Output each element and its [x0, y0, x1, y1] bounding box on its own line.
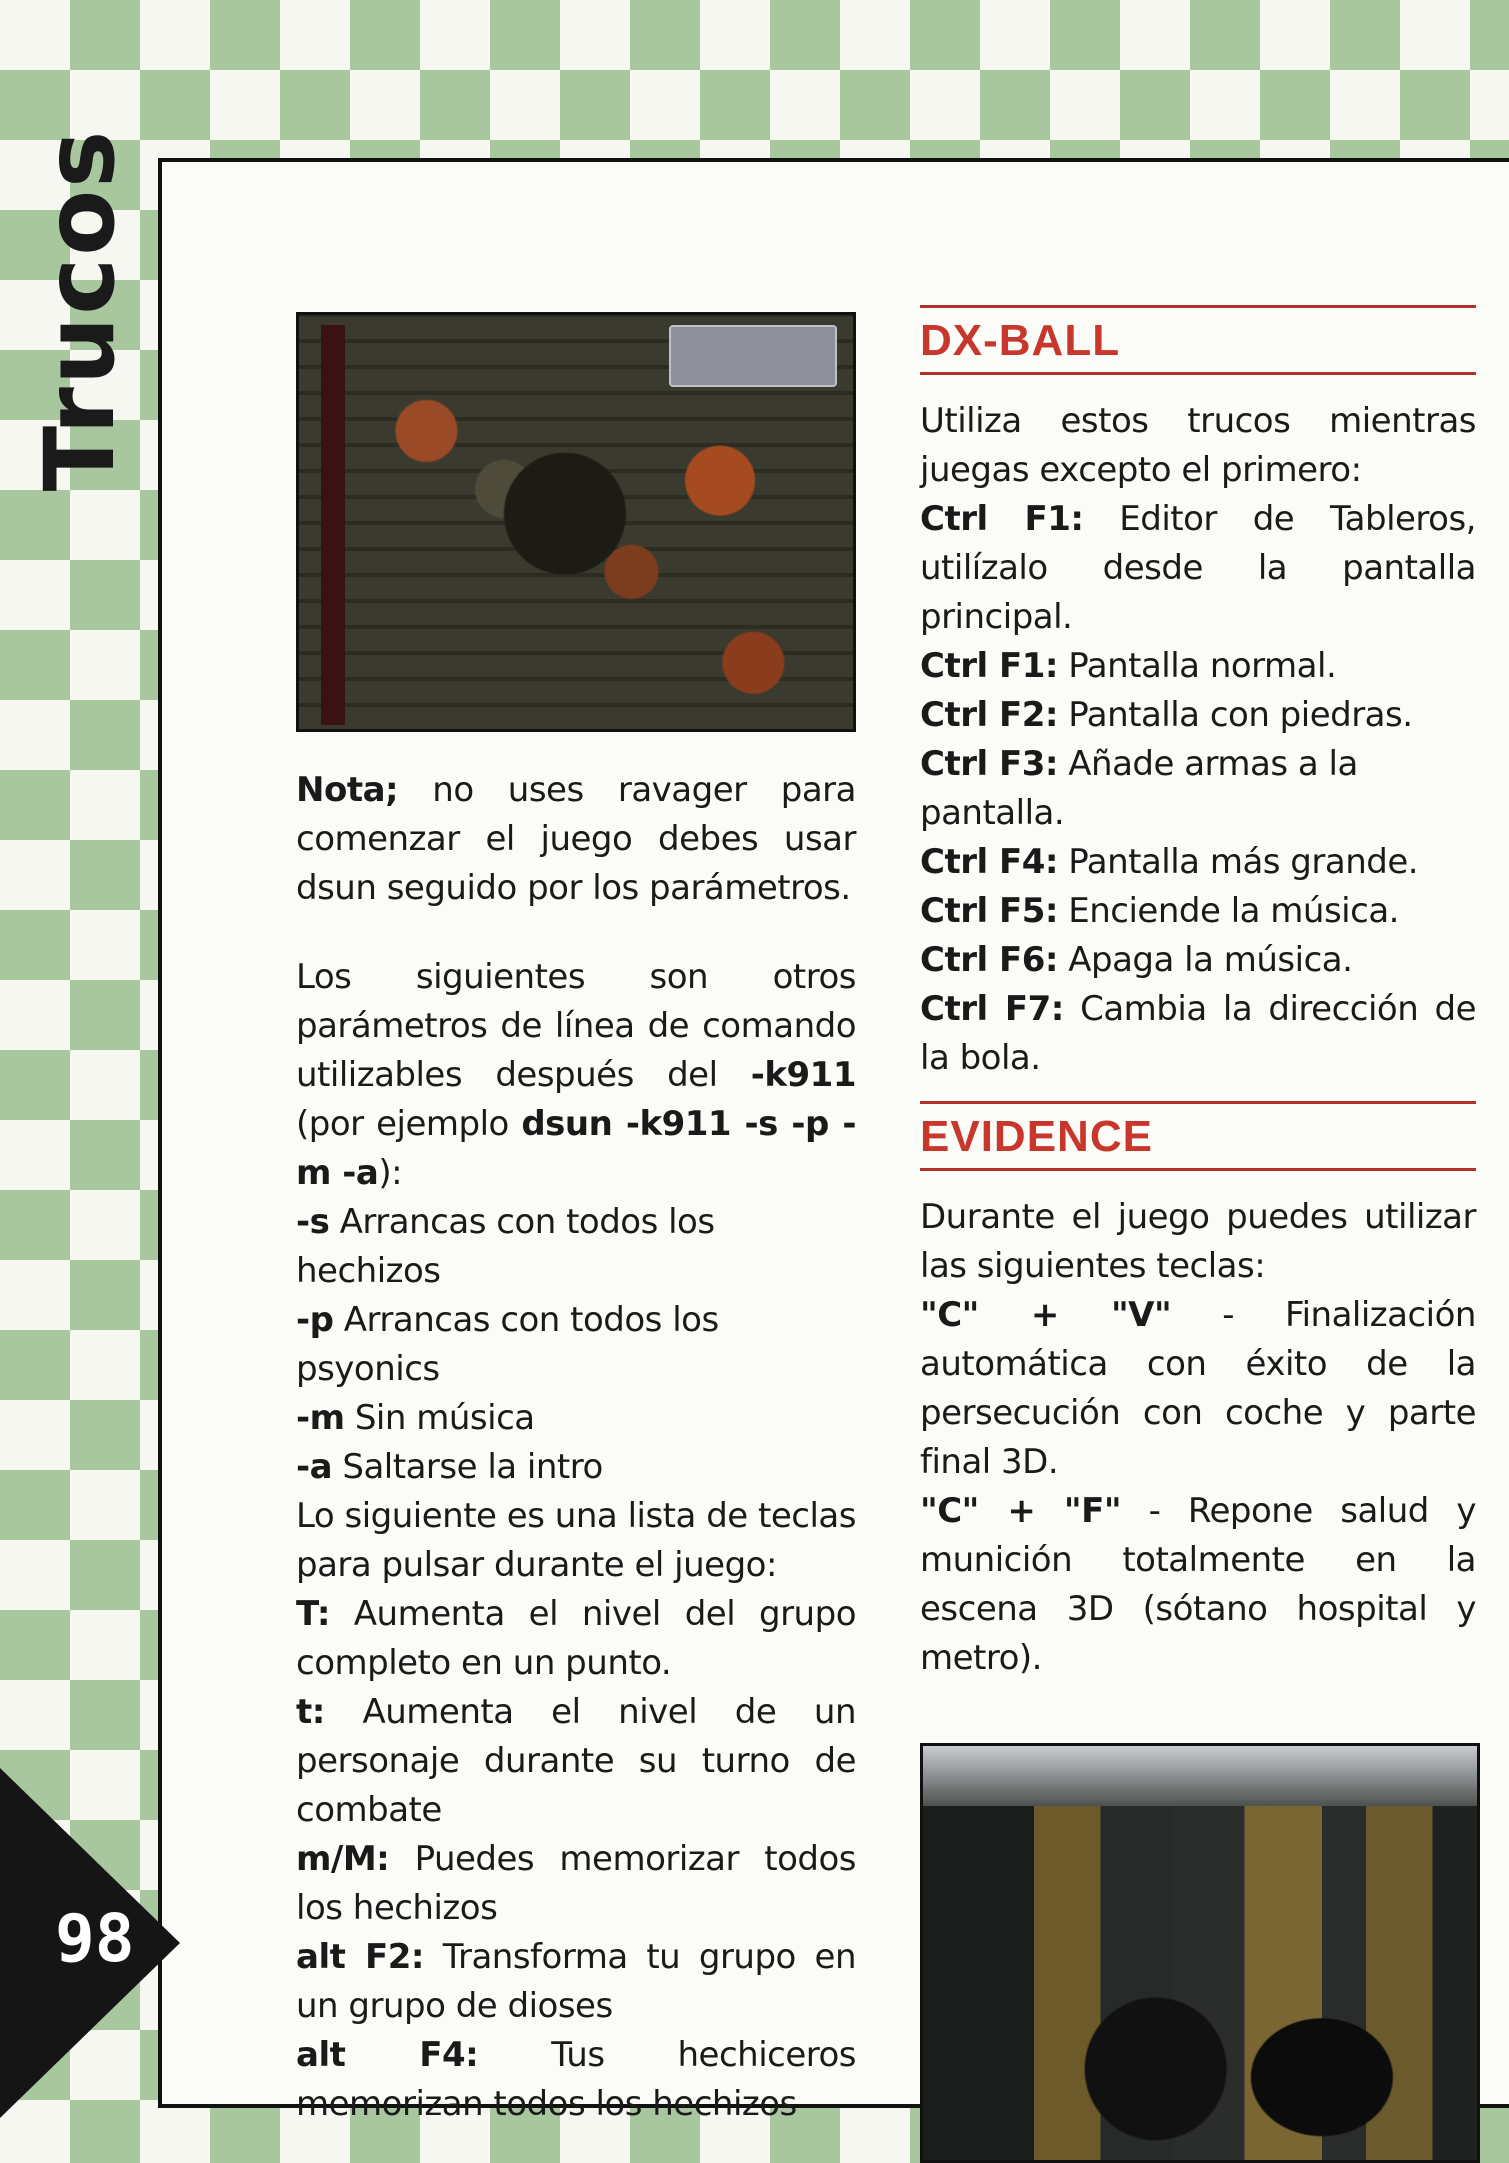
key-item [296, 2031, 856, 2129]
dxball-item [920, 985, 1476, 1083]
dxball-item [920, 838, 1476, 887]
key-label: alt F2: [296, 1937, 425, 1977]
screenshot-ceiling [923, 1746, 1477, 1806]
evidence-intro: Durante el juego puedes utilizar las siguientes teclas: [920, 1197, 1476, 1286]
dxball-text: Cambia la dirección de la bola. [920, 989, 1476, 1078]
params-intro-text-2: (por ejemplo [296, 1104, 522, 1144]
param-item [296, 1394, 856, 1443]
dxball-text: Añade armas a la pantalla. [920, 744, 1358, 833]
evidence-item [920, 1291, 1476, 1487]
evidence-title: EVIDENCE [920, 1112, 1153, 1161]
param-flag: -s [296, 1202, 330, 1242]
key-text: Transforma tu grupo en un grupo de dioses [296, 1937, 856, 2026]
evidence-key: "C" + "F" [920, 1491, 1122, 1531]
key-item [296, 1933, 856, 2031]
dxball-key: Ctrl F7: [920, 989, 1064, 1029]
nota-label: Nota; [296, 770, 399, 810]
dxball-heading-block [920, 305, 1476, 375]
param-text: Saltarse la intro [332, 1447, 603, 1487]
keys-intro: Lo siguiente es una lista de teclas para pulsar durante el juego: [296, 1496, 856, 1585]
nota-text: no uses ravager para comenzar el juego debes usar dsun seguido por los parámetros. [296, 770, 856, 908]
dxball-key: Ctrl F2: [920, 695, 1058, 735]
key-label: t: [296, 1692, 325, 1732]
dxball-key: Ctrl F5: [920, 891, 1058, 931]
params-intro-text-1: Los siguientes son otros parámetros de línea de comando utilizables después del [296, 957, 856, 1095]
dxball-item [920, 495, 1476, 642]
param-flag: -a [296, 1447, 333, 1487]
evidence-heading-block [920, 1101, 1476, 1171]
param-text: Sin música [344, 1398, 535, 1438]
dxball-text: Pantalla normal. [1057, 646, 1337, 686]
dxball-key: Ctrl F3: [920, 744, 1058, 784]
param-flag: -p [296, 1300, 334, 1340]
key-text: Puedes memorizar todos los hechizos [296, 1839, 856, 1928]
dxball-key: Ctrl F4: [920, 842, 1058, 882]
screenshot-wall [321, 325, 345, 725]
game-screenshot-evidence [920, 1743, 1480, 2163]
key-item [296, 1835, 856, 1933]
param-item [296, 1296, 856, 1394]
key-text: Aumenta el nivel de un personaje durante su turno de combate [296, 1692, 856, 1830]
right-column [920, 305, 1476, 2163]
key-text: Tus hechiceros memorizan todos los hechizos [296, 2035, 856, 2124]
dxball-item [920, 887, 1476, 936]
params-intro [296, 953, 856, 1198]
screenshot-hud [669, 325, 837, 387]
dxball-text: Enciende la música. [1057, 891, 1399, 931]
params-intro-flag: -k911 [750, 1055, 856, 1095]
evidence-text: - Finalización automática con éxito de la persecución con coche y parte final 3D. [920, 1295, 1476, 1482]
game-screenshot-dsun [296, 312, 856, 732]
nota-paragraph [296, 766, 856, 913]
page-number: 98 [55, 1900, 135, 1977]
key-label: m/M: [296, 1839, 390, 1879]
key-label: T: [296, 1594, 330, 1634]
dxball-text: Pantalla más grande. [1057, 842, 1419, 882]
evidence-item [920, 1487, 1476, 1683]
dxball-key: Ctrl F6: [920, 940, 1058, 980]
dxball-item [920, 642, 1476, 691]
evidence-text: - Repone salud y munición totalmente en la escena 3D (sótano hospital y metro). [920, 1491, 1476, 1678]
dxball-key: Ctrl F1: [920, 499, 1084, 539]
param-text: Arrancas con todos los hechizos [296, 1202, 715, 1291]
key-item [296, 1688, 856, 1835]
dxball-text: Apaga la música. [1057, 940, 1353, 980]
param-text: Arrancas con todos los psyonics [296, 1300, 719, 1389]
params-intro-example: dsun -k911 -s -p -m -a [296, 1104, 856, 1193]
dxball-item [920, 740, 1476, 838]
dxball-item [920, 691, 1476, 740]
param-item [296, 1198, 856, 1296]
key-item [296, 1590, 856, 1688]
section-label-text: Trucos [24, 128, 136, 492]
param-flag: -m [296, 1398, 345, 1438]
dxball-title: DX-BALL [920, 316, 1121, 365]
dxball-text: Editor de Tableros, utilízalo desde la pantalla principal. [920, 499, 1476, 637]
dxball-text: Pantalla con piedras. [1057, 695, 1413, 735]
section-label [20, 128, 140, 492]
param-item [296, 1443, 856, 1492]
left-column [296, 312, 856, 2129]
dxball-item [920, 936, 1476, 985]
dxball-intro: Utiliza estos trucos mientras juegas excepto el primero: [920, 401, 1476, 490]
params-intro-text-3: ): [378, 1153, 403, 1193]
key-text: Aumenta el nivel del grupo completo en un punto. [296, 1594, 856, 1683]
dxball-key: Ctrl F1: [920, 646, 1058, 686]
key-label: alt F4: [296, 2035, 479, 2075]
evidence-key: "C" + "V" [920, 1295, 1172, 1335]
